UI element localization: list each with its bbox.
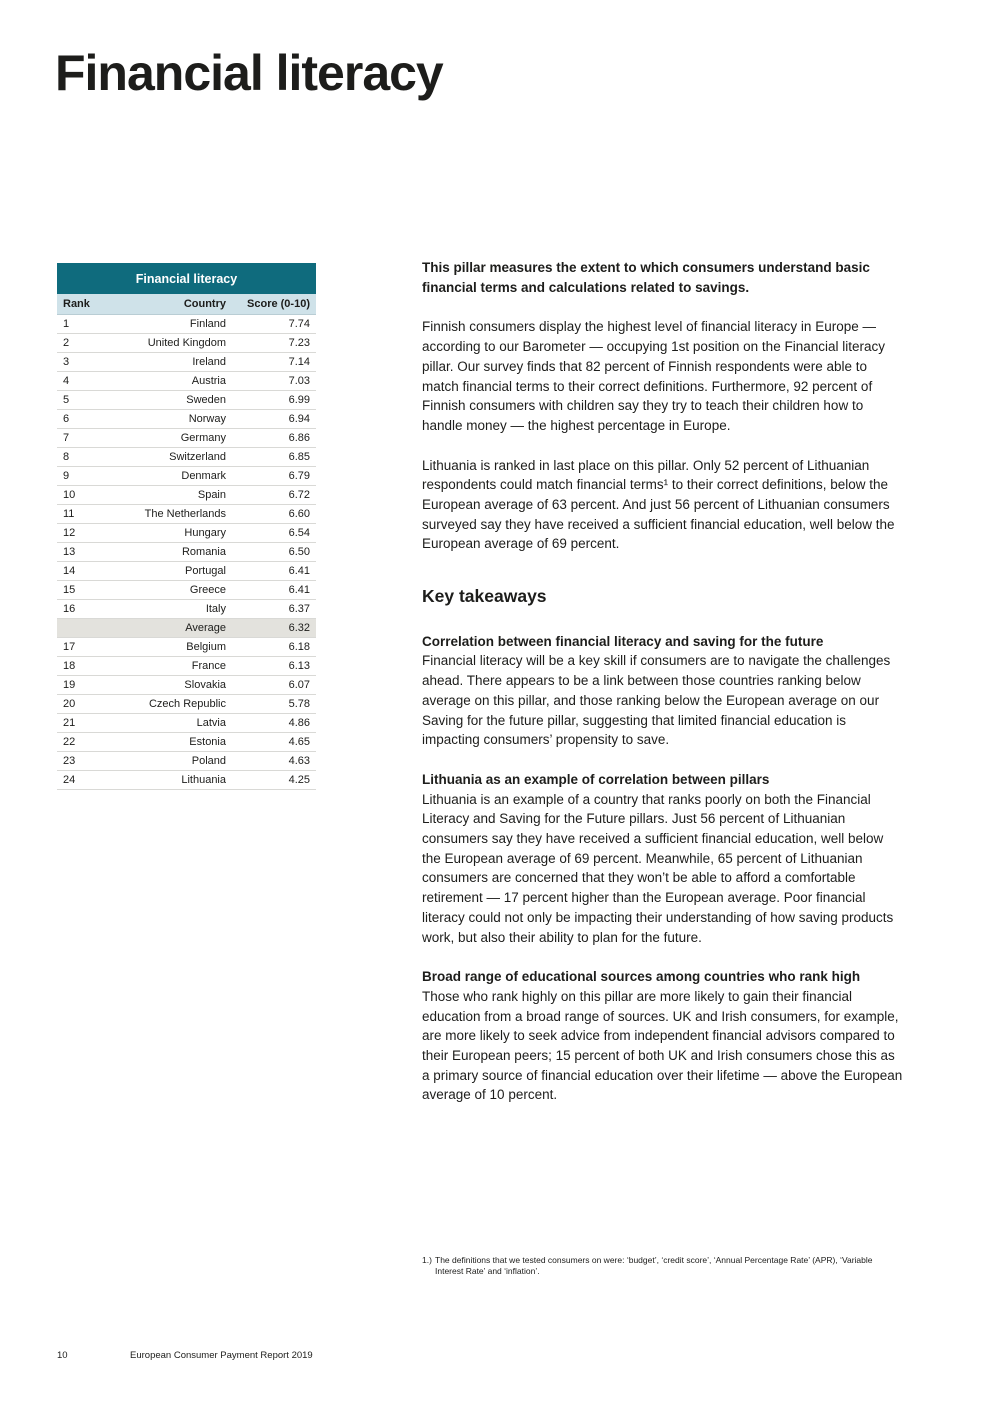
score-cell: 4.65	[232, 733, 316, 752]
average-row	[57, 619, 316, 638]
article-paragraph: Finnish consumers display the highest level of financial literacy in Europe — according to our Barometer — occupying 1st position on the Financial literacy pillar. Our survey finds that 82 percent of Finnish respondents were able to match financial terms to their correct definitions. Furthermore, 92 percent of Finnish consumers with children say they try to teach their children how to handle money — the highest percentage in Europe.	[422, 319, 885, 433]
country-cell: Belgium	[102, 638, 232, 657]
country-cell: The Netherlands	[102, 505, 232, 524]
rank-cell	[57, 619, 102, 638]
table-row	[57, 410, 316, 429]
score-cell: 6.50	[232, 543, 316, 562]
country-cell: France	[102, 657, 232, 676]
rank-cell: 5	[57, 391, 102, 410]
rank-cell: 7	[57, 429, 102, 448]
table-title-row	[57, 263, 316, 294]
rank-cell: 11	[57, 505, 102, 524]
country-cell: Hungary	[102, 524, 232, 543]
score-cell: 6.60	[232, 505, 316, 524]
footnote	[422, 1255, 902, 1278]
column-header: Country	[102, 294, 232, 315]
score-cell: 7.03	[232, 372, 316, 391]
column-header: Rank	[57, 294, 102, 315]
takeaway-heading: Lithuania as an example of correlation between pillars	[422, 771, 770, 787]
score-cell: 6.94	[232, 410, 316, 429]
score-cell: 6.32	[232, 619, 316, 638]
country-cell: Norway	[102, 410, 232, 429]
score-cell: 6.41	[232, 581, 316, 600]
country-cell: Czech Republic	[102, 695, 232, 714]
score-cell: 4.25	[232, 771, 316, 790]
rank-cell: 23	[57, 752, 102, 771]
score-cell: 6.86	[232, 429, 316, 448]
score-cell: 7.14	[232, 353, 316, 372]
takeaway-section	[422, 632, 904, 750]
table-row	[57, 771, 316, 790]
country-cell: Sweden	[102, 391, 232, 410]
rank-cell: 2	[57, 334, 102, 353]
rank-cell: 4	[57, 372, 102, 391]
country-cell: Estonia	[102, 733, 232, 752]
table-row	[57, 733, 316, 752]
table-row	[57, 638, 316, 657]
rank-cell: 12	[57, 524, 102, 543]
rank-cell: 17	[57, 638, 102, 657]
score-cell: 6.54	[232, 524, 316, 543]
score-cell: 6.37	[232, 600, 316, 619]
score-cell: 6.41	[232, 562, 316, 581]
score-cell: 7.23	[232, 334, 316, 353]
table-row	[57, 657, 316, 676]
table-row	[57, 524, 316, 543]
rank-cell: 18	[57, 657, 102, 676]
rank-cell: 10	[57, 486, 102, 505]
country-cell: Latvia	[102, 714, 232, 733]
score-cell: 6.85	[232, 448, 316, 467]
table-row	[57, 315, 316, 334]
article-intro: This pillar measures the extent to which consumers understand basic financial terms and calculations related to savings.	[422, 260, 870, 295]
table-row	[57, 505, 316, 524]
rank-cell: 20	[57, 695, 102, 714]
takeaway-body: Those who rank highly on this pillar are more likely to gain their financial education from a broad range of sources. UK and Irish consumers, for example, are more likely to seek advice from independent financial advisors compared to their European peers; 15 percent of both UK and Irish consumers chose this as a primary source of financial education over their lifetime — above the European average of 10 percent.	[422, 988, 903, 1103]
country-cell: United Kingdom	[102, 334, 232, 353]
country-cell: Greece	[102, 581, 232, 600]
country-cell: Austria	[102, 372, 232, 391]
rank-cell: 15	[57, 581, 102, 600]
table-title: Financial literacy	[57, 263, 316, 294]
rank-cell: 8	[57, 448, 102, 467]
country-cell: Ireland	[102, 353, 232, 372]
rank-cell: 16	[57, 600, 102, 619]
footer-report-name: European Consumer Payment Report 2019	[130, 1350, 313, 1361]
table-row	[57, 334, 316, 353]
article-paragraph: Lithuania is ranked in last place on this pillar. Only 52 percent of Lithuanian respondents could match financial terms¹ to their correct definitions, below the European average of 63 percent. And just 56 percent of Lithuanian consumers surveyed say they have received a sufficient financial education, well below the European average of 69 percent.	[422, 457, 895, 552]
takeaway-body: Lithuania is an example of a country that ranks poorly on both the Financial Literacy and Saving for the Future pillars. Just 56 percent of Lithuanian consumers say they have received a sufficient financial education, well below the European average of 69 percent. Meanwhile, 65 percent of Lithuanian consumers are concerned that they won’t be able to afford a comfortable retirement — 17 percent higher than the European average. Poor financial literacy could not only be impacting their understanding of how saving products work, but also their ability to plan for the future.	[422, 791, 894, 945]
rank-cell: 6	[57, 410, 102, 429]
table-row	[57, 752, 316, 771]
country-cell: Germany	[102, 429, 232, 448]
country-cell: Slovakia	[102, 676, 232, 695]
column-header: Score (0-10)	[232, 294, 316, 315]
footnote-text: The definitions that we tested consumers on were: ‘budget’, ‘credit score’, ‘Annual Percentage Rate’ (APR), ‘Variable Interest Rate’ and ‘inflation’.	[435, 1255, 873, 1277]
country-cell: Portugal	[102, 562, 232, 581]
table-row	[57, 391, 316, 410]
country-cell: Switzerland	[102, 448, 232, 467]
rank-cell: 22	[57, 733, 102, 752]
table-row	[57, 543, 316, 562]
table-row	[57, 372, 316, 391]
rank-cell: 13	[57, 543, 102, 562]
rank-cell: 21	[57, 714, 102, 733]
table-row	[57, 714, 316, 733]
rank-cell: 3	[57, 353, 102, 372]
takeaway-heading: Broad range of educational sources among countries who rank high	[422, 969, 861, 985]
financial-literacy-table-container	[57, 263, 316, 790]
score-cell: 4.63	[232, 752, 316, 771]
financial-literacy-table	[57, 263, 316, 790]
article-column	[422, 258, 904, 1125]
takeaway-body: Financial literacy will be a key skill if consumers are to navigate the challenges ahead. There appears to be a link between those countries ranking below average on this pillar, and those ranking below the European average on our Saving for the future pillar, suggesting that limited financial education is impacting consumers’ propensity to save.	[422, 653, 891, 748]
table-row	[57, 486, 316, 505]
score-cell: 6.18	[232, 638, 316, 657]
table-row	[57, 695, 316, 714]
rank-cell: 1	[57, 315, 102, 334]
takeaway-section	[422, 967, 904, 1105]
country-cell: Average	[102, 619, 232, 638]
score-cell: 6.72	[232, 486, 316, 505]
score-cell: 4.86	[232, 714, 316, 733]
score-cell: 6.13	[232, 657, 316, 676]
table-column-header-row	[57, 294, 316, 315]
table-row	[57, 562, 316, 581]
page-title: Financial literacy	[55, 45, 443, 101]
rank-cell: 19	[57, 676, 102, 695]
rank-cell: 14	[57, 562, 102, 581]
takeaway-section	[422, 770, 904, 947]
country-cell: Romania	[102, 543, 232, 562]
rank-cell: 9	[57, 467, 102, 486]
table-row	[57, 581, 316, 600]
page-number: 10	[57, 1350, 68, 1361]
score-cell: 6.99	[232, 391, 316, 410]
key-takeaways-heading: Key takeaways	[422, 586, 547, 607]
takeaway-heading: Correlation between financial literacy and saving for the future	[422, 633, 824, 649]
table-row	[57, 600, 316, 619]
country-cell: Lithuania	[102, 771, 232, 790]
score-cell: 6.79	[232, 467, 316, 486]
country-cell: Denmark	[102, 467, 232, 486]
country-cell: Finland	[102, 315, 232, 334]
country-cell: Spain	[102, 486, 232, 505]
table-row	[57, 676, 316, 695]
score-cell: 5.78	[232, 695, 316, 714]
table-row	[57, 467, 316, 486]
table-row	[57, 353, 316, 372]
footnote-marker: 1.)	[422, 1255, 432, 1265]
table-row	[57, 448, 316, 467]
table-row	[57, 429, 316, 448]
score-cell: 7.74	[232, 315, 316, 334]
score-cell: 6.07	[232, 676, 316, 695]
country-cell: Italy	[102, 600, 232, 619]
country-cell: Poland	[102, 752, 232, 771]
rank-cell: 24	[57, 771, 102, 790]
